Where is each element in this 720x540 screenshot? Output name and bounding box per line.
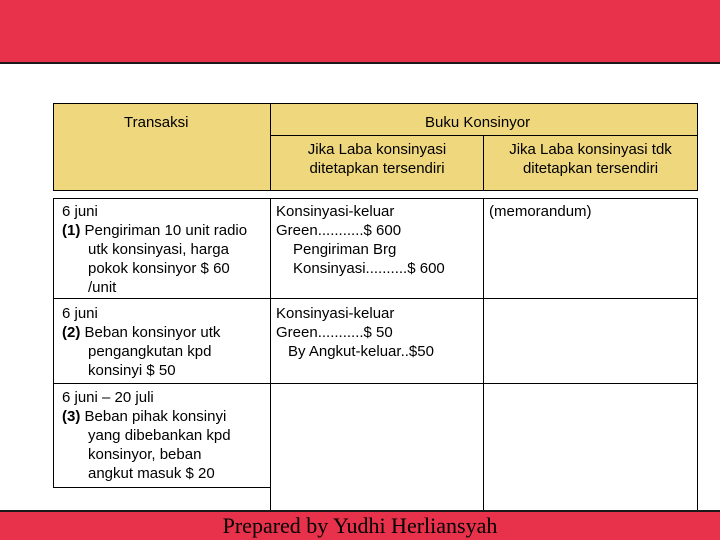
- row1-date: 6 juni: [62, 203, 98, 220]
- row2-desc-first: Beban konsinyor utk: [80, 324, 221, 341]
- row3-desc-line3: konsinyor, beban: [88, 446, 202, 463]
- row2-date: 6 juni: [62, 305, 98, 322]
- row3-desc-line4: angkut masuk $ 20: [88, 465, 215, 482]
- row1-desc-line4: /unit: [88, 279, 117, 296]
- row3-laba-tdk-cell: [483, 383, 698, 511]
- header-transaksi-cell: [53, 103, 271, 191]
- row1-journal-line3: Pengiriman Brg: [293, 241, 397, 258]
- header-laba-tersendiri-line2: ditetapkan tersendiri: [309, 160, 445, 177]
- row2-journal-line3: By Angkut-keluar..$50: [288, 343, 434, 360]
- row2-desc-first-line: [62, 324, 220, 341]
- row3-desc-first: Beban pihak konsinyi: [80, 408, 227, 425]
- row3-desc-line2: yang dibebankan kpd: [88, 427, 231, 444]
- header-laba-tdk-line2: ditetapkan tersendiri: [522, 160, 659, 177]
- row1-number: (1): [62, 222, 81, 239]
- row2-number: (2): [62, 324, 81, 341]
- footer-banner: [0, 510, 720, 540]
- row3-date: 6 juni – 20 juli: [62, 389, 154, 406]
- footer-credit: Prepared by Yudhi Herliansyah: [222, 513, 498, 538]
- row1-desc-line3: pokok konsinyor $ 60: [88, 260, 230, 277]
- row2-desc-line3: konsinyi $ 50: [88, 362, 176, 379]
- row1-desc-first: Pengiriman 10 unit radio: [80, 222, 248, 239]
- row2-desc-line2: pengangkutan kpd: [88, 343, 212, 360]
- header-laba-tdk-line1: Jika Laba konsinyasi tdk: [509, 141, 672, 158]
- row2-laba-tdk-cell: [483, 298, 698, 384]
- row1-memorandum: (memorandum): [489, 203, 592, 220]
- title-banner: [0, 0, 720, 64]
- row1-journal-line4: Konsinyasi..........$ 600: [293, 260, 445, 277]
- header-buku-konsinyor: Buku Konsinyor: [425, 114, 531, 131]
- header-transaksi: Transaksi: [124, 114, 189, 131]
- row3-laba-tersendiri-cell: [270, 383, 484, 511]
- row1-journal-line1: Konsinyasi-keluar: [276, 203, 395, 220]
- row1-desc-line2: utk konsinyasi, harga: [88, 241, 229, 258]
- header-laba-tersendiri-cell: [270, 135, 484, 191]
- row1-desc-first-line: [62, 222, 247, 239]
- row2-journal-line2: Green...........$ 50: [276, 324, 393, 341]
- header-laba-tdk-cell: [483, 135, 698, 191]
- row3-desc-first-line: [62, 408, 226, 425]
- header-laba-tersendiri-line1: Jika Laba konsinyasi: [307, 141, 447, 158]
- row2-journal-line1: Konsinyasi-keluar: [276, 305, 395, 322]
- header-buku-konsinyor-cell: [270, 103, 698, 136]
- row1-journal-line2: Green...........$ 600: [276, 222, 402, 239]
- row3-number: (3): [62, 408, 81, 425]
